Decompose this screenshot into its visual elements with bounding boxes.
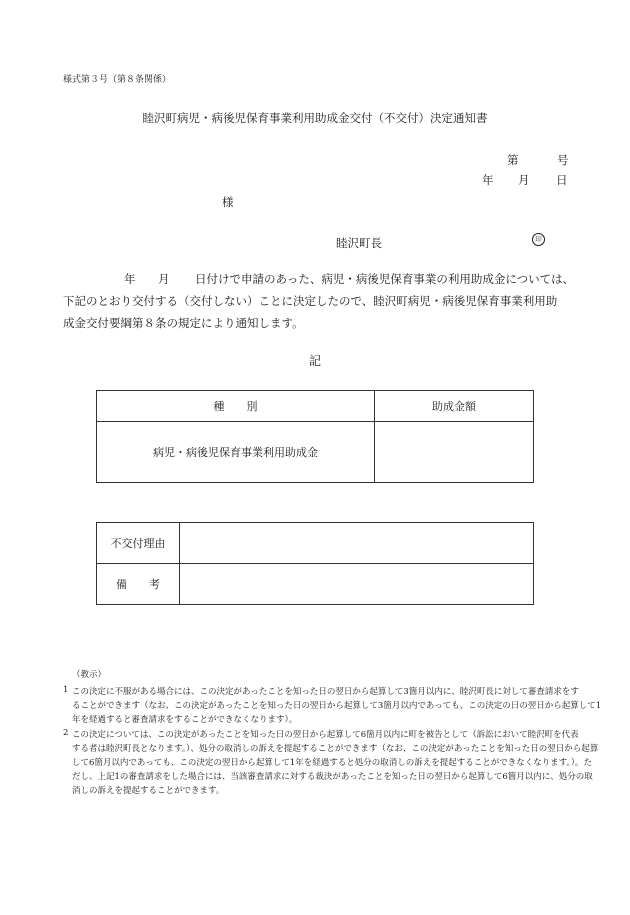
note-1-number: 1 bbox=[63, 685, 69, 695]
date-year: 年 bbox=[482, 173, 494, 187]
document-title: 睦沢町病児・病後児保育事業利用助成金交付（不交付）決定通知書 bbox=[142, 111, 488, 125]
ki-heading: 記 bbox=[308, 354, 321, 368]
body-line-3: 成金交付要綱第８条の規定により通知します。 bbox=[63, 316, 304, 330]
grant-table bbox=[96, 390, 534, 483]
body-line-1: 日付けで申請のあった、病児・病後児保育事業の利用助成金については、 bbox=[195, 272, 575, 286]
note-1-line-1: この決定に不服がある場合には、この決定があったことを知った日の翌日から起算して3箇月以内に、睦沢町長に対して審査請求をす bbox=[72, 687, 579, 697]
note-2-line-2: する者は睦沢町長となります。）、処分の取消しの訴えを提起することができます（なお、この決定があったことを知った日の翌日から起算 bbox=[72, 744, 599, 754]
note-2-line-1: この決定については、この決定があったことを知った日の翌日から起算して6箇月以内に町を被告として（訴訟において睦沢町を代表 bbox=[72, 730, 579, 740]
amount-header: 助成金額 bbox=[375, 391, 534, 422]
note-2-number: 2 bbox=[63, 728, 69, 738]
reason-value bbox=[180, 523, 534, 564]
form-number: 様式第３号（第８条関係） bbox=[63, 75, 172, 85]
remarks-label: 備 考 bbox=[97, 564, 180, 605]
recipient-sama: 様 bbox=[222, 195, 234, 209]
note-2-line-5: 消しの訴えを提起することができます。 bbox=[72, 786, 225, 796]
body-line-2: 下記のとおり交付する（交付しない）ことに決定したので、睦沢町病児・病後児保育事業利用助 bbox=[63, 294, 558, 308]
remarks-value bbox=[180, 564, 534, 605]
date-day: 日 bbox=[556, 173, 568, 187]
number-dai: 第 bbox=[507, 153, 519, 167]
note-2-line-3: して6箇月以内であっても、この決定の翌日から起算して1年を経過すると処分の取消しの訴えを提起することができなくなります。）。た bbox=[72, 758, 593, 768]
type-header: 種 別 bbox=[97, 391, 375, 422]
reason-label: 不交付理由 bbox=[97, 523, 180, 564]
seal-mark: 印 bbox=[532, 233, 545, 246]
reason-table bbox=[96, 522, 534, 605]
type-cell: 病児・病後児保育事業利用助成金 bbox=[97, 422, 375, 483]
body-month: 月 bbox=[158, 272, 170, 286]
note-1-line-3: 年を経過すると審査請求をすることができなくなります）。 bbox=[72, 715, 298, 725]
body-year: 年 bbox=[124, 272, 136, 286]
issuer-mayor: 睦沢町長 bbox=[336, 236, 382, 250]
date-month: 月 bbox=[518, 173, 530, 187]
amount-cell bbox=[375, 422, 534, 483]
notes-heading: （教示） bbox=[72, 670, 107, 680]
note-1-line-2: ることができます（なお、この決定があったことを知った日の翌日から起算して3箇月以内であっても、この決定の日の翌日から起算して1 bbox=[72, 701, 602, 711]
number-gou: 号 bbox=[557, 153, 569, 167]
note-2-line-4: だし、上記1の審査請求をした場合には、当該審査請求に対する裁決があったことを知った日の翌日から起算して6箇月以内に、処分の取 bbox=[72, 772, 593, 782]
